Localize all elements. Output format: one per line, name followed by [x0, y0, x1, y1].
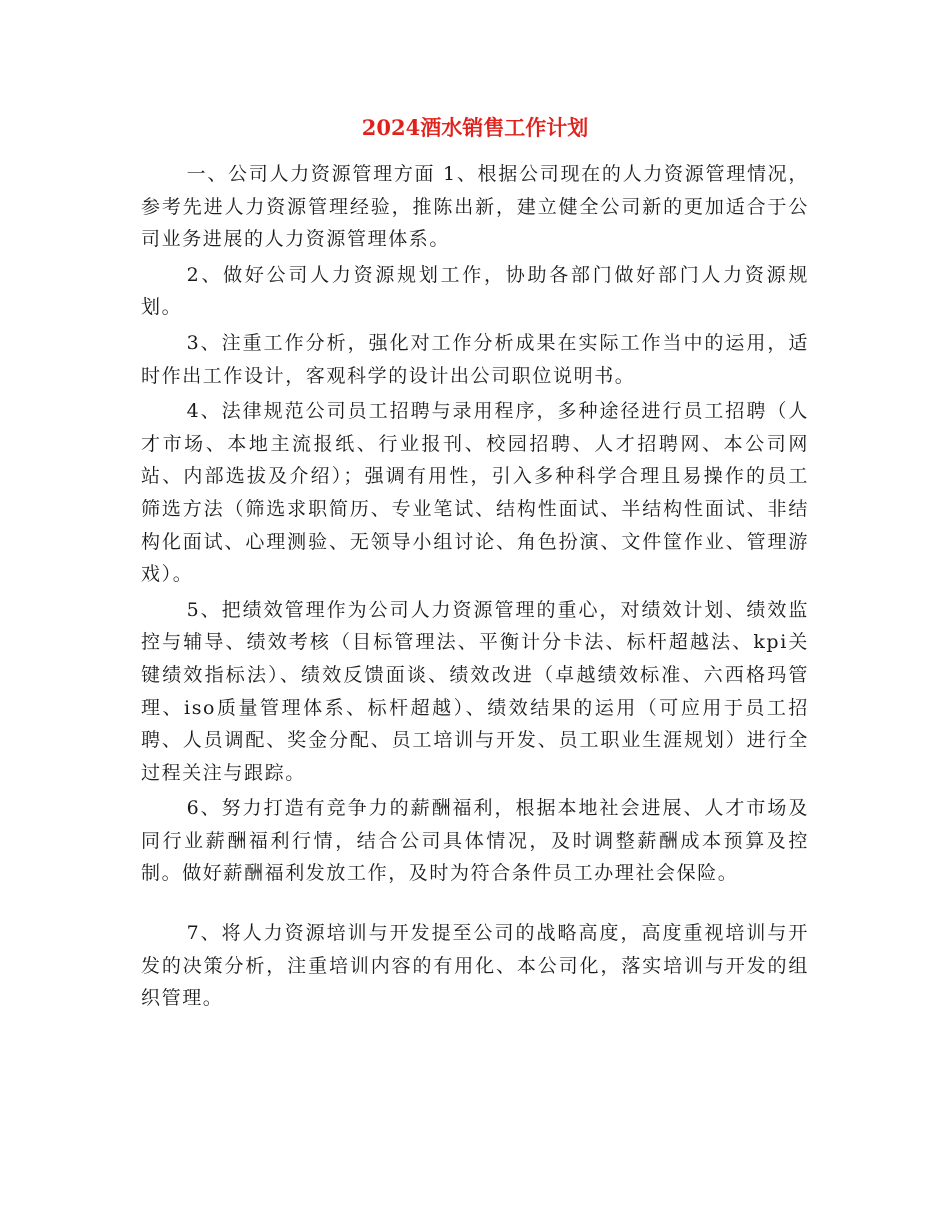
- paragraph-2: 2、做好公司人力资源规划工作，协助各部门做好部门人力资源规划。: [141, 263, 809, 319]
- paragraph-5: 5、把绩效管理作为公司人力资源管理的重心，对绩效计划、绩效监控与辅导、绩效考核（目标管理法、平衡计分卡法、标杆超越法、kpi关键绩效指标法）、绩效反馈面谈、绩效改进（卓越绩效标准、六西格玛管理、iso质量管理体系、标杆超越）、绩效结果的运用（可应用于员工招聘、人员调配、奖金分配、员工培训与开发、员工职业生涯规划）进行全过程关注与跟踪。: [141, 598, 809, 784]
- document-title: 2024酒水销售工作计划: [361, 115, 589, 140]
- paragraph-7: 7、将人力资源培训与开发提至公司的战略高度，高度重视培训与开发的决策分析，注重培训内容的有用化、本公司化，落实培训与开发的组织管理。: [141, 922, 809, 1010]
- paragraph-4: 4、法律规范公司员工招聘与录用程序，多种途径进行员工招聘（人才市场、本地主流报纸、行业报刊、校园招聘、人才招聘网、本公司网站、内部选拔及介绍）；强调有用性，引入多种科学合理且易操作的员工筛选方法（筛选求职简历、专业笔试、结构性面试、半结构性面试、非结构化面试、心理测验、无领导小组讨论、角色扮演、文件筐作业、管理游戏）。: [141, 400, 809, 586]
- document-body: [141, 158, 809, 1018]
- paragraph-1: 一、公司人力资源管理方面 1、根据公司现在的人力资源管理情况，参考先进人力资源管理经验，推陈出新，建立健全公司新的更加适合于公司业务进展的人力资源管理体系。: [141, 163, 809, 251]
- paragraph-6: 6、努力打造有竞争力的薪酬福利，根据本地社会进展、人才市场及同行业薪酬福利行情，结合公司具体情况，及时调整薪酬成本预算及控制。做好薪酬福利发放工作，及时为符合条件员工办理社会保险。: [141, 797, 809, 885]
- paragraph-3: 3、注重工作分析，强化对工作分析成果在实际工作当中的运用，适时作出工作设计，客观科学的设计出公司职位说明书。: [141, 331, 809, 387]
